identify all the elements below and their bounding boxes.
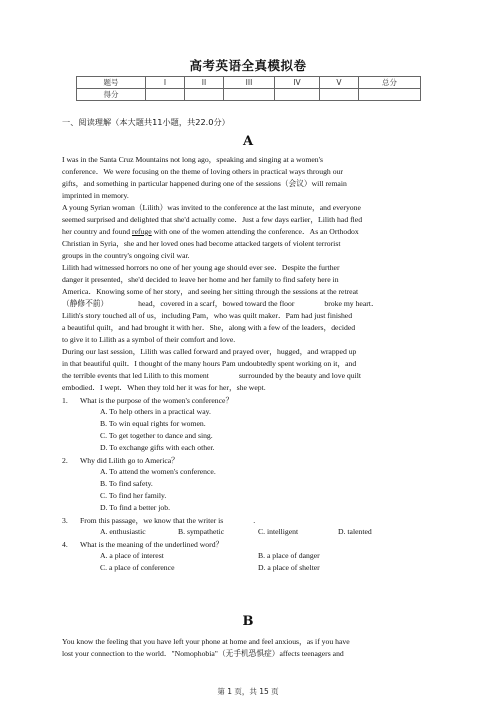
passage-line: America．Knowing some of her story，and seeing her sitting through the sessions at the retreat (62, 287, 359, 296)
passage-line: groups in the country's ongoing civil war. (62, 251, 190, 260)
passage-line: Christian in Syria，she and her loved ones had become attacked targets of violent terrorist (62, 239, 341, 248)
passage-line: Lilith had witnessed horrors no one of her young age should ever see．Despite the further (62, 263, 340, 272)
score-blank-cell (320, 89, 359, 101)
page-title: 高考英语全真模拟卷 (189, 58, 307, 73)
line-segment: head，covered in a scarf，bowed toward the floor (138, 299, 295, 308)
underlined-word: refuge (132, 227, 152, 236)
question-number: 4. (62, 540, 68, 549)
answer-option[interactable]: A. enthusiastic (100, 527, 146, 536)
section-heading: 一、阅读理解（本大题共11小题，共22.0分） (62, 117, 230, 127)
score-blank-cell (224, 89, 275, 101)
answer-option[interactable]: A. To help others in a practical way. (100, 407, 211, 416)
passage-line: to give it to Lilith as a symbol of their comfort and love. (62, 335, 236, 344)
score-table-cell: 总分 (359, 77, 421, 89)
answer-option[interactable]: B. a place of danger (258, 551, 320, 560)
score-blank-cell (185, 89, 224, 101)
question-stem: What is the meaning of the underlined word？ (80, 540, 224, 549)
score-blank-cell (359, 89, 421, 101)
question-number: 2. (62, 456, 68, 465)
passage-line: gifts，and something in particular happened during one of the sessions（会议）will remain (62, 179, 347, 188)
passage-line: conference．We were focusing on the theme of loving others in practical ways through our (62, 167, 343, 176)
answer-option[interactable]: A. a place of interest (100, 551, 164, 560)
passage-line: You know the feeling that you have left your phone at home and feel anxious，as if you have (62, 637, 350, 646)
answer-option[interactable]: B. sympathetic (178, 527, 225, 536)
answer-option[interactable]: D. To exchange gifts with each other. (100, 443, 215, 452)
passage-line: A young Syrian woman（Lilith）was invited to the conference at the last minute，and everyone (62, 203, 361, 212)
line-segment: with one of the women attending the conference．As an Orthodox (153, 227, 359, 236)
question-number: 3. (62, 516, 68, 525)
score-table-cell: IV (275, 77, 320, 89)
score-table-cell: III (224, 77, 275, 89)
passage-line: in that beautiful quilt．I thought of the many hours Pam undoubtedly spent working on it，and (62, 359, 357, 368)
passage-line: danger it presented，she'd decided to leave her home and her family to find safety here in (62, 275, 339, 284)
passage-line: I was in the Santa Cruz Mountains not long ago，speaking and singing at a women's (62, 155, 324, 164)
score-table-cell: II (185, 77, 224, 89)
passage-line: Lilith's story touched all of us，including Pam，who was quilt maker．Pam had just finished (62, 311, 353, 320)
score-table-score-row (77, 89, 421, 101)
answer-option[interactable]: B. To win equal rights for women. (100, 419, 206, 428)
passage-line (62, 370, 432, 382)
passage-letter-b: B (242, 614, 254, 629)
score-table-cell: V (320, 77, 359, 89)
score-table-header-row (77, 77, 421, 89)
answer-option[interactable]: D. a place of shelter (258, 563, 320, 572)
question-number: 1. (62, 396, 68, 405)
question-stem: From this passage，we know that the writer is (80, 516, 224, 525)
answer-option[interactable]: C. a place of conference (100, 563, 175, 572)
question-stem: Why did Lilith go to America？ (80, 456, 179, 465)
line-segment: the terrible events that led Lilith to this moment (62, 371, 209, 380)
answer-option[interactable]: C. intelligent (258, 527, 299, 536)
line-segment: （静修不前） (62, 299, 109, 308)
score-blank-cell (275, 89, 320, 101)
score-table-cell: 题号 (77, 77, 146, 89)
passage-line (62, 298, 432, 310)
score-table-cell: I (146, 77, 185, 89)
passage-line: During our last session，Lilith was called forward and prayed over，hugged，and wrapped up (62, 347, 357, 356)
question-stem-wrap: From this passage，we know that the writer is . (80, 516, 256, 525)
passage-line: a beautiful quilt，and had brought it with her．She，along with a few of the leaders，decided (62, 323, 356, 332)
line-segment: surrounded by the beauty and love quilt (238, 371, 362, 380)
answer-option[interactable]: A. To attend the women's conference. (100, 467, 216, 476)
page-footer: 第 1 页，共 15 页 (217, 687, 279, 696)
answer-option[interactable]: C. To find her family. (100, 491, 167, 500)
passage-line: imprinted in memory. (62, 191, 129, 200)
passage-letter-a: A (242, 134, 254, 149)
line-segment: her country and found (62, 227, 131, 236)
score-table (76, 76, 421, 101)
line-segment: broke my heart． (324, 299, 379, 308)
question-stem: What is the purpose of the women's conference？ (80, 396, 234, 405)
passage-line: embodied．I wept．When they told her it was for her，she wept. (62, 383, 266, 392)
answer-option[interactable]: D. To find a better job. (100, 503, 170, 512)
answer-option[interactable]: D. talented (338, 527, 372, 536)
passage-line: lost your connection to the world．"Nomophobia"（无手机恐惧症）affects teenagers and (62, 649, 344, 658)
score-table-cell: 得分 (77, 89, 146, 101)
passage-line: seemed surprised and delighted that she'd actually come．Just a few days earlier，Lilith had fled (62, 215, 363, 224)
answer-option[interactable]: B. To find safety. (100, 479, 153, 488)
answer-option[interactable]: C. To get together to dance and sing. (100, 431, 213, 440)
score-blank-cell (146, 89, 185, 101)
passage-line (62, 226, 432, 238)
